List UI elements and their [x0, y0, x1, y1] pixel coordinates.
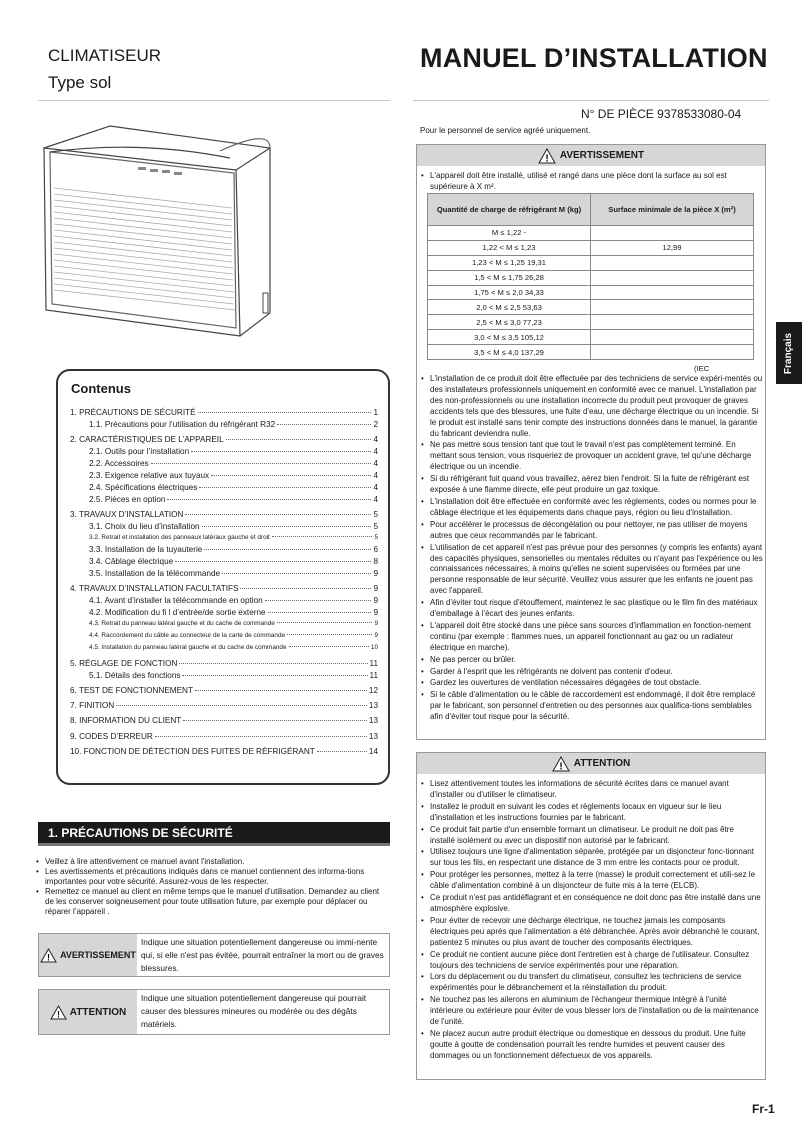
list-item: • Lisez attentivement toutes les informations de sécurité écrites dans ce manuel avant d'installer ou d'utiliser le climatiseur.: [421, 779, 761, 801]
toc-entry-label: 5. RÉGLAGE DE FONCTION: [70, 659, 178, 668]
toc-leader: [265, 600, 372, 601]
toc-entry[interactable]: [70, 510, 378, 522]
toc-entry-page: 9: [373, 608, 378, 618]
list-item-text: Ne pas mettre sous tension tant que tout le travail n'est pas complètement terminé. En mettant sous tension, vous risqueriez de provoquer un accident grave, tel qu'une décharge électrique ou un incendie.: [430, 440, 752, 472]
list-item-text: Utilisez toujours une ligne d'alimentation séparée, protégée par un disjoncteur fonc-tionnant sur tous les fils, en respectant une distance de 3 mm entre les contacts pour ce produit.: [430, 847, 754, 868]
toc-leader: [272, 536, 373, 537]
toc-entry-label: 4.2. Modification du fi l d’entrée/de sortie externe: [89, 608, 266, 618]
section-intro-list: [36, 857, 388, 917]
toc-entry-label: 2.5. Pièces en option: [89, 494, 166, 504]
toc-entry-label: 1.1. Précautions pour l’utilisation du réfrigérant R32: [89, 419, 276, 429]
toc-entry-label: 9. CODES D’ERREUR: [70, 731, 153, 741]
toc-leader: [198, 412, 372, 413]
table-cell: [591, 285, 754, 300]
toc-entry-label: 10. FONCTION DE DÉTECTION DES FUITES DE RÉFRIGÉRANT: [70, 746, 315, 756]
toc-leader: [175, 561, 371, 562]
toc-entry-label: 3. TRAVAUX D’INSTALLATION: [70, 509, 184, 519]
list-item: • Veillez à lire attentivement ce manuel avant l'installation.: [36, 857, 245, 866]
warning-triangle-icon: [50, 1005, 67, 1020]
list-item: • L'utilisation de cet appareil n'est pas prévue pour des personnes (y compris les enfants) ayant des capacités physiques, sensorielles ou mentales réduites ou n'ayant pas l'expérience ou les connaissances nécessaires, à moins qu'elles ne soient supervisées ou formées par une personne responsable de leur sécurité. Veuillez vous assurer que les enfants ne jouent pas avec l'appareil.: [421, 542, 763, 596]
list-item-text: Ce produit ne contient aucune pièce dont l'entretien est à charge de l'utilisateur. Consultez toujours des techniciens de service expérimentés pour une réparation.: [430, 949, 750, 970]
table-cell: [591, 270, 754, 285]
toc-entry-page: 8: [373, 557, 378, 567]
toc-entry-page: 5: [373, 509, 378, 519]
toc-leader: [183, 720, 367, 721]
list-item-text: Pour protéger les personnes, mettez à la terre (masse) le produit correctement et utili-sez le câble d'alimentation combiné à un disjoncteur de fuite mis à la terre (ELCB).: [430, 870, 756, 891]
toc-entry[interactable]: [70, 620, 378, 632]
toc-entry-label: 2.4. Spécifications électriques: [89, 482, 198, 492]
caution-label: ! ATTENTION: [39, 990, 137, 1034]
toc-entry-page: 14: [368, 746, 378, 756]
toc-leader: [182, 675, 367, 676]
table-row: [428, 226, 754, 241]
list-item: • Ne pas mettre sous tension tant que tout le travail n'est pas complètement terminé. En mettant sous tension, vous risqueriez de provoquer un accident grave, tel qu'une décharge électrique ou un incendie.: [421, 440, 763, 473]
toc-entry-label: 1. PRÉCAUTIONS DE SÉCURITÉ: [70, 408, 196, 417]
list-item: • Utilisez toujours une ligne d'alimentation séparée, protégée par un disjoncteur fonc-tionnant sur tous les fils, en respectant une distance de 3 mm entre les contacts pour ce produit.: [421, 847, 761, 869]
list-item: • Ce produit fait partie d'un ensemble formant un climatiseur. Le produit ne doit pas être installé isolément ou avec un dispositif non autorisé par le fabricant.: [421, 825, 761, 847]
table-of-contents: [56, 369, 390, 785]
toc-entry-page: 13: [368, 731, 378, 741]
table-cell: 2,0 < M ≤ 2,5 53,63: [428, 300, 591, 315]
toc-entry-page: 1: [373, 408, 378, 417]
list-item-text: Si le câble d'alimentation ou le câble de raccordement est endommagé, il doit être remplacé par le fabricant, son personnel d'entretien ou des personnes aux qualifica-tions semblables afin d'éviter tout risque pour la sécurité.: [430, 690, 756, 722]
toc-entry-page: 10: [370, 643, 378, 651]
list-item-text: Lisez attentivement toutes les informations de sécurité écrites dans ce manuel avant d'installer ou d'utiliser le climatiseur.: [430, 779, 729, 799]
table-cell: [591, 330, 754, 345]
warning-first-item: • L'appareil doit être installé, utilisé et rangé dans une pièce dont la surface au sol est supérieure à X m².: [417, 166, 765, 193]
toc-entry[interactable]: [70, 569, 378, 581]
toc-entry-label: 2.2. Accessoires: [89, 458, 149, 468]
toc-entry[interactable]: [70, 584, 378, 596]
table-row: [428, 285, 754, 300]
language-label: Français: [783, 332, 795, 374]
list-item: • L'installation doit être effectuée en conformité avec les règlements, codes ou normes pour le câblage électrique et les équipements dans chaque pays, région ou lieu d'installation.: [421, 497, 763, 519]
caution-list: [417, 774, 765, 1062]
list-item: • Les avertissements et précautions indiqués dans ce manuel contiennent des informa-tions importantes pour votre sécurité. Assurez-vous de les respecter.: [36, 867, 388, 887]
toc-leader: [116, 705, 367, 706]
list-item: • Garder à l'esprit que les réfrigérants ne doivent pas contenir d'odeur.: [421, 666, 673, 676]
table-row: [428, 345, 754, 360]
toc-entry-label: 6. TEST DE FONCTIONNEMENT: [70, 686, 193, 696]
toc-entry[interactable]: [70, 596, 378, 608]
warning-definition-text: Indique une situation potentiellement dangereuse ou immi-nente qui, si elle n'est pas évitée, pourrait entraîner la mort ou de graves blessures.: [141, 937, 384, 973]
toc-entry[interactable]: [70, 534, 378, 546]
list-item: • L'installation de ce produit doit être effectuée par des techniciens de service expéri-mentés ou des installateurs professionnels uniquement en conformité avec ce manuel. L'installation par des non-professionnels ou une installation incorrecte du produit peut provoquer de graves accidents tels que des blessures, une fuite d'eau, une décharge électrique ou un incendie. Si le produit est installé sans tenir compte des instructions données dans le manuel, la garantie du fabricant deviendra nulle.: [421, 374, 763, 438]
list-item-text: L'utilisation de cet appareil n'est pas prévue pour des personnes (y compris les enfants) ayant des capacités physiques, sensorielles ou mentales réduites ou n'ayant pas l'expérience ou les connaissances nécessaires, à moins qu'elles ne soient supervisées ou formées par une personne responsable de leur sécurité. Veuillez vous assurer que les enfants ne jouent pas avec l'appareil.: [430, 542, 763, 596]
list-item-text: L'installation de ce produit doit être effectuée par des techniciens de service expéri-mentés ou des installateurs professionnels uniquement en conformité avec ce manuel. L'installation par des non-professionnels ou une installation incorrecte du produit peut provoquer de graves accidents tels que des blessures, une fuite d'eau, une décharge électrique ou un incendie. Si le produit est installé sans tenir compte des instructions données dans le manuel, la garantie du fabricant deviendra nulle.: [430, 374, 763, 438]
page-number: Fr-1: [752, 1102, 775, 1116]
caution-definition-text: Indique une situation potentiellement dangereuse qui pourrait causer des blessures mineures ou modérée ou des dégâts matériels.: [141, 993, 367, 1029]
table-cell: [591, 255, 754, 270]
list-item-text: L'appareil doit être installé, utilisé et rangé dans une pièce dont la surface au sol est supérieure à X m².: [430, 171, 727, 191]
list-item: • Ce produit n'est pas antidéflagrant et en conséquence ne doit donc pas être installé dans une atmosphère explosive.: [421, 893, 761, 913]
toc-entry[interactable]: [70, 545, 378, 557]
table-cell: [591, 300, 754, 315]
table-row: [428, 315, 754, 330]
table-note: (IEC: [694, 364, 710, 373]
toc-entry-page: 4: [373, 482, 378, 492]
list-item-text: Si du réfrigérant fuit quand vous travaillez, aérez bien l'endroit. Si la fuite de réfrigérant est exposée à une flamme directe, elle peut produire un gaz toxique.: [430, 474, 750, 495]
table-cell: [591, 226, 754, 241]
toc-entry-label: 4.1. Avant d’installer la télécommande en option: [89, 596, 263, 606]
list-item-text: Remettez ce manuel au client en même temps que le manuel d'utilisation. Demandez au client de les conserver soigneusement pour toute utilisation future, par exemple pour déplacer ou réparer l’appareil .: [45, 887, 380, 916]
list-item: • Gardez les ouvertures de ventilation nécessaires dégagées de tout obstacle.: [421, 678, 702, 688]
list-item-text: Pour accélérer le processus de décongélation ou pour nettoyer, ne pas utiliser de moyens autres que ceux recommandés par le fabricant.: [430, 519, 748, 540]
toc-entry-page: 2: [373, 419, 378, 429]
toc-leader: [287, 634, 372, 635]
toc-entry[interactable]: [70, 686, 378, 698]
toc-entry[interactable]: [70, 420, 378, 432]
toc-leader: [211, 475, 371, 476]
toc-entry[interactable]: [70, 435, 378, 447]
toc-entry-label: 4. TRAVAUX D’INSTALLATION FACULTATIFS: [70, 584, 239, 594]
toc-entry[interactable]: [70, 459, 378, 471]
table-cell: 1,5 < M ≤ 1,75 26,28: [428, 270, 591, 285]
caution-box: [416, 752, 766, 1080]
list-item: • Ne pas percer ou brûler.: [421, 654, 516, 664]
toc-entry-page: 13: [368, 701, 378, 711]
svg-text:!: !: [47, 952, 51, 962]
toc-entry[interactable]: [70, 471, 378, 483]
toc-leader: [289, 646, 369, 647]
list-item-text: Veillez à lire attentivement ce manuel avant l'installation.: [45, 857, 245, 866]
svg-text:!: !: [559, 761, 563, 772]
svg-text:!: !: [56, 1009, 60, 1019]
toc-entry-label: 4.4. Raccordement du câble au connecteur de la carte de commande: [89, 631, 286, 639]
toc-entry[interactable]: [70, 495, 378, 507]
list-item: • Si du réfrigérant fuit quand vous travaillez, aérez bien l'endroit. Si la fuite de réfrigérant est exposée à une flamme directe, elle peut produire un gaz toxique.: [421, 474, 763, 496]
list-item-text: Afin d'éviter tout risque d'étouffement, maintenez le sac plastique ou le film fin des matériaux d'emballage à l'écart des jeunes enfants.: [430, 598, 758, 619]
toc-entry-page: 11: [369, 670, 378, 680]
toc-leader: [222, 573, 371, 574]
toc-entry[interactable]: [70, 408, 378, 420]
table-cell: 1,23 < M ≤ 1,25 19,31: [428, 255, 591, 270]
list-item-text: Garder à l'esprit que les réfrigérants ne doivent pas contenir d'odeur.: [430, 666, 673, 676]
warning-triangle-icon: [552, 756, 570, 772]
toc-entry-label: 3.5. Installation de la télécommande: [89, 569, 221, 579]
toc-leader: [151, 463, 372, 464]
toc-leader: [199, 487, 371, 488]
toc-leader: [277, 622, 373, 623]
list-item-text: Installez le produit en suivant les codes et règlements locaux en vigueur sur le lieu d'installation et les instructions fournies par le fabricant.: [430, 801, 722, 822]
toc-entry[interactable]: [70, 716, 378, 728]
toc-entry[interactable]: [70, 671, 378, 683]
toc-entry-page: 5: [373, 521, 378, 531]
toc-entry-label: 2.1. Outils pour l’installation: [89, 446, 190, 456]
list-item-text: Ne touchez pas les ailerons en aluminium de l'échangeur thermique intégré à l'unité intérieure ou extérieure pour éviter de vous blesser lors de l'installation ou de la maintenance de l'unité.: [430, 995, 759, 1027]
list-item: • Ne placez aucun autre produit électrique ou domestique en dessous du produit. Une fuite goutte à goutte de condensation pourrait les rendre humides et peuvent causer des dommages ou un fonctionnement défectueux de vos appareils.: [421, 1029, 761, 1062]
toc-entry-page: 4: [373, 494, 378, 504]
toc-entry[interactable]: [70, 447, 378, 459]
toc-entry-label: 3.4. Câblage électrique: [89, 557, 174, 567]
table-row: [428, 300, 754, 315]
list-item: • Lors du déplacement ou du transfert du climatiseur, consultez les techniciens de service expérimentés pour le débranchement et la réinstallation du produit.: [421, 972, 761, 994]
table-cell: [591, 345, 754, 360]
section-heading: 1. PRÉCAUTIONS DE SÉCURITÉ: [38, 822, 390, 846]
toc-entry[interactable]: [70, 747, 378, 759]
toc-entry-label: 2.3. Exigence relative aux tuyaux: [89, 470, 210, 480]
list-item-text: Lors du déplacement ou du transfert du climatiseur, consultez les techniciens de service expérimentés pour le débranchement et la réinstallation du produit.: [430, 972, 742, 993]
toc-entry-label: 4.5. Installation du panneau latéral gauche et du cache de commande: [89, 643, 287, 651]
table-row: [428, 330, 754, 345]
toc-entry[interactable]: [70, 659, 378, 671]
toc-entry-page: 9: [373, 596, 378, 606]
table-cell: M ≤ 1,22 -: [428, 226, 591, 241]
toc-entry[interactable]: [70, 557, 378, 569]
table-row: [428, 255, 754, 270]
list-item-text: Les avertissements et précautions indiqués dans ce manuel contiennent des informa-tions importantes pour votre sécurité. Assurez-vous de les respecter.: [45, 867, 365, 886]
toc-leader: [195, 690, 367, 691]
table-cell: 3,5 < M ≤ 4,0 137,29: [428, 345, 591, 360]
toc-heading: Contenus: [71, 381, 131, 396]
table-header-row: [428, 194, 754, 226]
table-row: [428, 240, 754, 255]
toc-leader: [226, 439, 372, 440]
toc-entry-page: 4: [373, 435, 378, 445]
list-item: • Installez le produit en suivant les codes et règlements locaux en vigueur sur le lieu d'installation et les instructions fournies par le fabricant.: [421, 802, 761, 824]
toc-list: [70, 408, 378, 759]
toc-entry-page: 11: [369, 659, 378, 668]
toc-entry-page: 9: [374, 631, 378, 639]
list-item: • Ce produit ne contient aucune pièce dont l'entretien est à charge de l'utilisateur. Consultez toujours des techniciens de service expérimentés pour une réparation.: [421, 950, 761, 972]
toc-leader: [185, 514, 371, 515]
list-item: • Afin d'éviter tout risque d'étouffement, maintenez le sac plastique ou le film fin des matériaux d'emballage à l'écart des jeunes enfants.: [421, 598, 763, 620]
list-item-text: L'appareil doit être stocké dans une pièce sans sources d'inflammation en fonction-nement continu (par exemple : flammes nues, un appareil fonctionnant au gaz ou un radiateur électrique en marche).: [430, 620, 752, 652]
table-cell: [591, 315, 754, 330]
toc-entry-label: 3.2. Retrait et installation des panneaux latéraux gauche et droit: [89, 533, 270, 541]
warning-label: ! AVERTISSEMENT: [39, 934, 137, 976]
toc-entry-label: 7. FINITION: [70, 701, 115, 711]
toc-entry-page: 9: [373, 584, 378, 594]
part-number: N° DE PIÈCE 9378533080-04: [581, 107, 742, 121]
toc-entry-page: 6: [373, 545, 378, 555]
table-cell: 1,22 < M ≤ 1,23: [428, 240, 591, 255]
table-cell: 2,5 < M ≤ 3,0 77,23: [428, 315, 591, 330]
list-item-text: Ne placez aucun autre produit électrique ou domestique en dessous du produit. Une fuite goutte à goutte de condensation pourrait les rendre humides et peuvent causer des dommages ou un fonctionnement défectueux de vos appareils.: [430, 1028, 746, 1060]
caution-box-header: ! ATTENTION: [417, 753, 765, 774]
table-cell: 12,99: [591, 240, 754, 255]
warning-triangle-icon: [538, 148, 556, 164]
toc-entry-label: 8. INFORMATION DU CLIENT: [70, 716, 182, 726]
toc-leader: [240, 588, 371, 589]
divider: [38, 100, 390, 101]
divider: [413, 100, 769, 101]
toc-leader: [167, 499, 371, 500]
toc-entry-page: 4: [373, 470, 378, 480]
table-cell: 3,0 < M ≤ 3,5 105,12: [428, 330, 591, 345]
toc-leader: [204, 549, 371, 550]
toc-leader: [155, 736, 367, 737]
toc-entry[interactable]: [70, 483, 378, 495]
toc-entry[interactable]: [70, 732, 378, 744]
svg-text:!: !: [545, 153, 549, 164]
toc-leader: [268, 612, 372, 613]
caution-definition: [38, 989, 390, 1035]
toc-entry[interactable]: [70, 632, 378, 644]
toc-entry-page: 5: [374, 533, 378, 541]
toc-entry[interactable]: [70, 522, 378, 534]
toc-entry-page: 9: [374, 620, 378, 628]
list-item: • Si le câble d'alimentation ou le câble de raccordement est endommagé, il doit être remplacé par le fabricant, son personnel d'entretien ou des personnes aux qualifica-tions semblables afin d'éviter tout risque pour la sécurité.: [421, 690, 763, 723]
toc-entry-label: 3.3. Installation de la tuyauterie: [89, 545, 203, 555]
table-header-area: Surface minimale de la pièce X (m²): [591, 194, 754, 226]
toc-entry-label: 5.1. Détails des fonctions: [89, 670, 181, 680]
toc-entry-label: 2. CARACTÉRISTIQUES DE L’APPAREIL: [70, 435, 224, 445]
page-title: MANUEL D’INSTALLATION: [420, 43, 768, 73]
warning-definition: [38, 933, 390, 977]
list-item-text: Ce produit fait partie d'un ensemble formant un climatiseur. Le produit ne doit pas être installé isolément ou avec un dispositif non autorisé par le fabricant.: [430, 824, 734, 845]
list-item-text: Gardez les ouvertures de ventilation nécessaires dégagées de tout obstacle.: [430, 678, 702, 688]
intro-note: Pour le personnel de service agréé uniquement.: [420, 126, 591, 135]
list-item-text: Ce produit n'est pas antidéflagrant et en conséquence ne doit donc pas être installé dans une atmosphère explosive.: [430, 893, 761, 913]
toc-entry-label: 3.1. Choix du lieu d’installation: [89, 521, 200, 531]
toc-leader: [202, 526, 372, 527]
toc-entry-page: 4: [373, 458, 378, 468]
toc-entry[interactable]: [70, 644, 378, 656]
table-row: [428, 270, 754, 285]
refrigerant-table: [427, 193, 754, 360]
toc-entry-page: 9: [373, 569, 378, 579]
doc-type: CLIMATISEUR: [48, 46, 162, 65]
toc-leader: [277, 424, 371, 425]
list-item-text: L'installation doit être effectuée en conformité avec les règlements, codes ou normes pour le câblage électrique et les équipements dans chaque pays, région ou lieu d'installation.: [430, 496, 757, 517]
list-item: • Pour protéger les personnes, mettez à la terre (masse) le produit correctement et utili-sez le câble d'alimentation combiné à un disjoncteur de fuite mis à la terre (ELCB).: [421, 870, 761, 892]
warning-triangle-icon: [40, 948, 57, 963]
list-item: • Pour éviter de recevoir une décharge électrique, ne touchez jamais les composants électriques peu après que l'alimentation a été débranchée. Après avoir débranché le courant, patientez 5 minutes ou plus avant de toucher des composants électriques.: [421, 915, 760, 947]
toc-leader: [179, 663, 367, 664]
list-item: • Pour accélérer le processus de décongélation ou pour nettoyer, ne pas utiliser de moyens autres que ceux recommandés par le fabricant.: [421, 520, 763, 542]
toc-entry-page: 13: [368, 716, 378, 726]
doc-subtype: Type sol: [48, 73, 112, 92]
list-item: • L'appareil doit être stocké dans une pièce sans sources d'inflammation en fonction-nement continu (par exemple : flammes nues, un appareil fonctionnant au gaz ou un radiateur électrique en marche).: [421, 621, 763, 654]
warning-box-header: ! AVERTISSEMENT: [417, 145, 765, 166]
list-item-text: Pour éviter de recevoir une décharge électrique, ne touchez jamais les composants électriques peu après que l'alimentation a été débranchée. Après avoir débranché le courant, patientez 5 minutes ou plus avant de toucher des composants électriques.: [430, 915, 760, 947]
toc-entry[interactable]: [70, 701, 378, 713]
language-tab: [776, 322, 802, 384]
toc-leader: [191, 451, 371, 452]
list-item: • Remettez ce manuel au client en même temps que le manuel d'utilisation. Demandez au client de les conserver soigneusement pour toute utilisation future, par exemple pour déplacer ou réparer l’appareil .: [36, 887, 388, 917]
toc-entry[interactable]: [70, 608, 378, 620]
table-header-charge: Quantité de charge de réfrigérant M (kg): [428, 194, 591, 226]
toc-entry-page: 12: [368, 686, 378, 696]
toc-leader: [317, 751, 367, 752]
list-item: • Ne touchez pas les ailerons en aluminium de l'échangeur thermique intégré à l'unité intérieure ou extérieure pour éviter de vous blesser lors de l'installation ou de la maintenance de l'unité.: [421, 995, 761, 1028]
toc-entry-label: 4.3. Retrait du panneau latéral gauche et du cache de commande: [89, 620, 275, 628]
table-cell: 1,75 < M ≤ 2,0 34,33: [428, 285, 591, 300]
air-conditioner-illustration: [40, 118, 280, 340]
list-item-text: Ne pas percer ou brûler.: [430, 654, 516, 664]
toc-entry-page: 4: [373, 446, 378, 456]
warning-list: [417, 371, 767, 724]
